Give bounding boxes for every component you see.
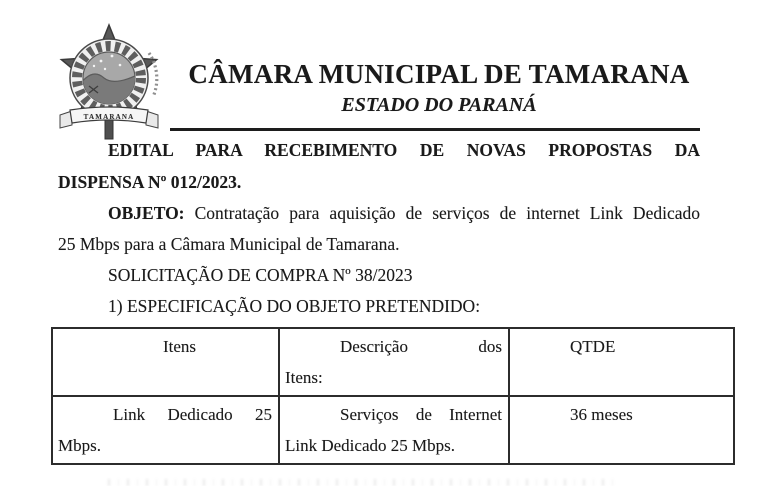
header-descricao-line2: Itens: — [285, 368, 323, 387]
header-rule — [170, 128, 700, 131]
header-cell-itens — [52, 328, 279, 396]
crest-banner-text: TAMARANA — [83, 113, 135, 121]
objeto-paragraph-line1 — [58, 202, 700, 225]
header-itens-label: Itens — [163, 337, 197, 356]
table-header-row — [52, 328, 734, 396]
table-row — [52, 396, 734, 464]
especificacao-heading: 1) ESPECIFICAÇÃO DO OBJETO PRETENDIDO: — [108, 296, 481, 316]
header-cell-descricao — [279, 328, 509, 396]
objeto-text: Contratação para aquisição de serviços de internet Link Dedicado — [184, 203, 700, 223]
edital-title-line1: EDITAL PARA RECEBIMENTO DE NOVAS PROPOSTAS DA — [108, 140, 700, 160]
descricao-line1: Serviços de Internet — [340, 405, 502, 424]
item-line1: Link Dedicado 25 — [113, 405, 272, 424]
header-descricao-line1: Descrição dos — [340, 337, 502, 356]
descricao-line2: Link Dedicado 25 Mbps. — [285, 436, 455, 455]
state-line: ESTADO DO PARANÁ — [341, 94, 537, 116]
specification-table — [51, 327, 735, 465]
cell-item — [52, 396, 279, 464]
solicitacao-line: SOLICITAÇÃO DE COMPRA Nº 38/2023 — [108, 265, 413, 285]
page-bottom-scan-artifact — [108, 479, 613, 486]
header-cell-qtde — [509, 328, 734, 396]
cell-qtde — [509, 396, 734, 464]
coat-of-arms — [46, 23, 176, 143]
letterhead — [178, 56, 700, 119]
cell-descricao — [279, 396, 509, 464]
org-name: CÂMARA MUNICIPAL DE TAMARANA — [188, 59, 690, 89]
edital-title-line2: DISPENSA Nº 012/2023. — [58, 172, 242, 192]
header-qtde-label: QTDE — [570, 337, 616, 356]
objeto-label: OBJETO: — [108, 203, 185, 223]
objeto-paragraph-line2: 25 Mbps para a Câmara Municipal de Tamarana. — [58, 234, 400, 254]
item-line2: Mbps. — [58, 436, 101, 455]
qtde-value: 36 meses — [570, 405, 633, 424]
